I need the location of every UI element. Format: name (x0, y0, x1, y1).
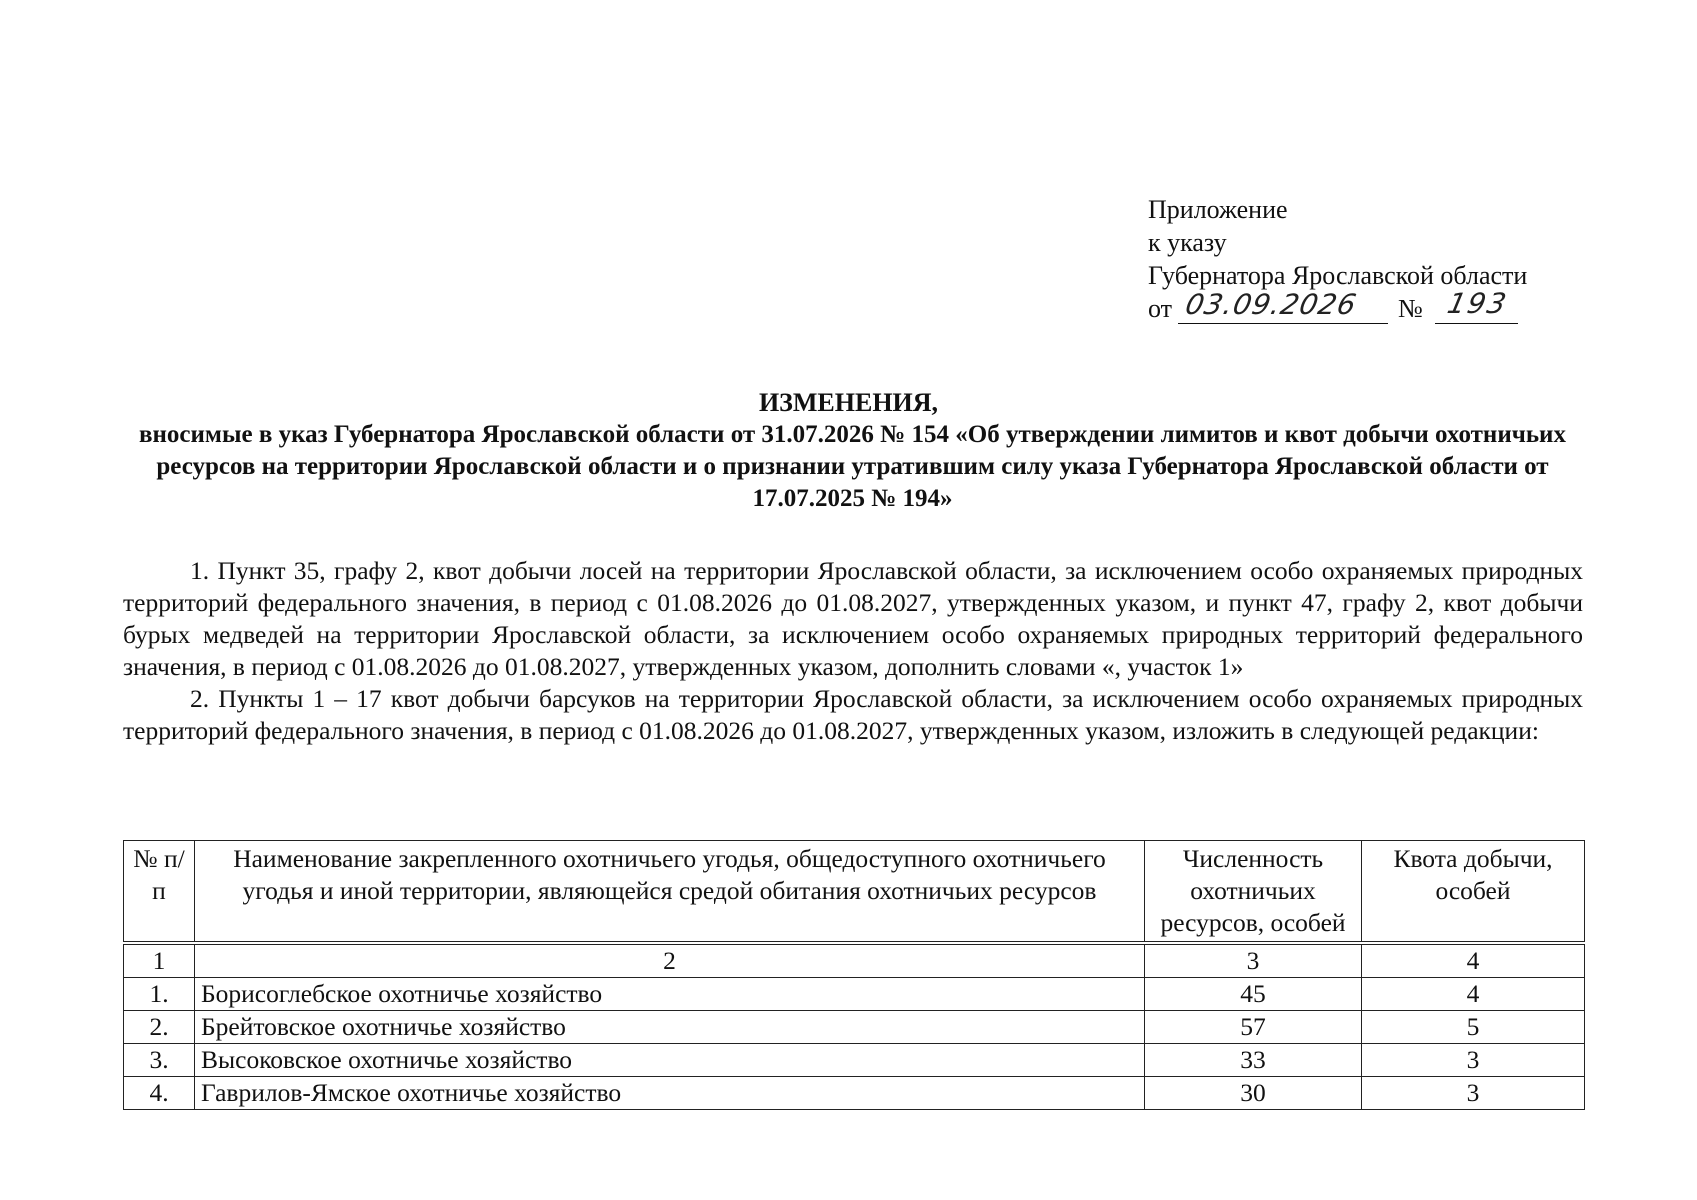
annex-date-number (1148, 287, 1527, 325)
number-underline (1435, 323, 1518, 324)
table-row (124, 1011, 1585, 1044)
annex-to-decree: к указу (1148, 228, 1227, 257)
header-number: № п/п (124, 841, 195, 944)
table-row (124, 1044, 1585, 1077)
row-number: 4. (124, 1077, 195, 1110)
row-population: 33 (1145, 1044, 1362, 1077)
table-row (124, 1077, 1585, 1110)
table-header-row (124, 841, 1585, 944)
annex-issuer: Губернатора Ярославской области (1148, 261, 1528, 290)
row-number: 3. (124, 1044, 195, 1077)
row-population: 45 (1145, 978, 1362, 1011)
row-number: 1. (124, 978, 195, 1011)
column-number: 1 (124, 943, 195, 978)
header-name: Наименование закрепленного охотничьего угодья, общедоступного охотничьего угодья и иной территории, являющейся средой обитания охотничьих ресурсов (195, 841, 1145, 944)
row-quota: 4 (1362, 978, 1585, 1011)
table-row (124, 978, 1585, 1011)
row-name: Гаврилов-Ямское охотничье хозяйство (195, 1077, 1145, 1110)
handwritten-number: 193 (1444, 287, 1511, 320)
row-number: 2. (124, 1011, 195, 1044)
paragraph-1: 1. Пункт 35, графу 2, квот добычи лосей на территории Ярославской области, за исключением особо охраняемых природных территорий федерального значения, в период с 01.08.2026 до 01.08.2027, утвержденных указом, и пункт 47, графу 2, квот добычи бурых медведей на территории Ярославской области, за исключением особо охраняемых природных территорий федерального значения, в период с 01.08.2026 до 01.08.2027, утвержденных указом, дополнить словами «, участок 1» (123, 556, 1583, 681)
column-number: 2 (195, 943, 1145, 978)
annex-block (1148, 193, 1527, 325)
column-number: 4 (1362, 943, 1585, 978)
row-quota: 3 (1362, 1044, 1585, 1077)
row-quota: 5 (1362, 1011, 1585, 1044)
row-name: Высоковское охотничье хозяйство (195, 1044, 1145, 1077)
date-underline (1178, 323, 1388, 324)
document-body (123, 555, 1583, 747)
quota-table (123, 840, 1585, 1110)
date-prefix: от (1148, 294, 1173, 323)
row-quota: 3 (1362, 1077, 1585, 1110)
document-subtitle: вносимые в указ Губернатора Ярославской области от 31.07.2026 № 154 «Об утверждении лимитов и квот добычи охотничьих ресурсов на территории Ярославской области и о признании утратившим силу указа Губернатора Ярославской области от 17.07.2025 № 194» (139, 421, 1566, 512)
header-population: Численность охотничьих ресурсов, особей (1145, 841, 1362, 944)
row-population: 30 (1145, 1077, 1362, 1110)
number-prefix: № (1398, 294, 1423, 323)
column-number-row (124, 943, 1585, 978)
row-name: Борисоглебское охотничье хозяйство (195, 978, 1145, 1011)
annex-label: Приложение (1148, 195, 1288, 224)
row-name: Брейтовское охотничье хозяйство (195, 1011, 1145, 1044)
document-title: ИЗМЕНЕНИЯ, (758, 388, 939, 417)
column-number: 3 (1145, 943, 1362, 978)
paragraph-2: 2. Пункты 1 – 17 квот добычи барсуков на территории Ярославской области, за исключением особо охраняемых природных территорий федерального значения, в период с 01.08.2026 до 01.08.2027, утвержденных указом, изложить в следующей редакции: (123, 684, 1583, 745)
handwritten-date: 03.09.2026 (1182, 288, 1360, 321)
row-population: 57 (1145, 1011, 1362, 1044)
header-quota: Квота добычи, особей (1362, 841, 1585, 944)
